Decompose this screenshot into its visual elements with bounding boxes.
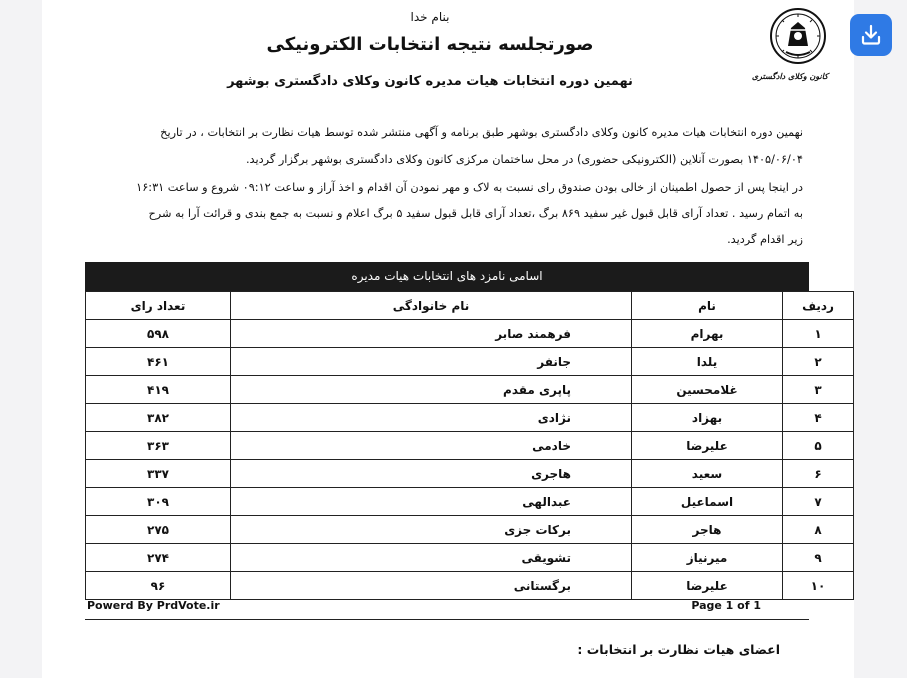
cell-votes: ۵۹۸ bbox=[86, 320, 231, 348]
cell-index: ۲ bbox=[783, 348, 854, 376]
cell-family: تشویقی bbox=[231, 544, 632, 572]
paragraph-line-3: در اینجا پس از حصول اطمینان از خالی بودن صندوق رای نسبت به لاک و مهر نمودن آن اقدام و اخذ آراز و ساعت ۰۹:۱۲ شروع و ساعت ۱۶:۳۱ bbox=[136, 181, 803, 194]
cell-family: پاپری مقدم bbox=[231, 376, 632, 404]
cell-name: اسماعیل bbox=[632, 488, 783, 516]
cell-family: برکات جزی bbox=[231, 516, 632, 544]
table-row bbox=[86, 516, 854, 544]
table-row bbox=[86, 432, 854, 460]
cell-votes: ۳۰۹ bbox=[86, 488, 231, 516]
table-title: اسامی نامزد های انتخابات هیات مدیره bbox=[85, 262, 809, 291]
cell-name: میرنیاز bbox=[632, 544, 783, 572]
cell-index: ۷ bbox=[783, 488, 854, 516]
cell-family: خادمی bbox=[231, 432, 632, 460]
logo-caption: کانون وکلای دادگستری bbox=[751, 72, 828, 81]
scales-seal-icon bbox=[768, 6, 828, 70]
cell-index: ۱۰ bbox=[783, 572, 854, 600]
paragraph-line-2: ۱۴۰۵/۰۶/۰۴ بصورت آنلاین (الکترونیکی حضوری) در محل ساختمان مرکزی کانون وکلای دادگستری بوشهر برگزار گردید. bbox=[245, 153, 803, 166]
cell-index: ۹ bbox=[783, 544, 854, 572]
cell-family: عبدالهی bbox=[231, 488, 632, 516]
cell-name: علیرضا bbox=[632, 432, 783, 460]
cell-name: سعید bbox=[632, 460, 783, 488]
header-name: نام bbox=[632, 292, 783, 320]
page-number: Page 1 of 1 bbox=[691, 599, 761, 612]
paragraph-line-1: نهمین دوره انتخابات هیات مدیره کانون وکلای دادگستری بوشهر طبق برنامه و آگهی منتشر شده توسط هیات نظارت بر انتخابات ، در تاریخ bbox=[160, 126, 803, 139]
cell-votes: ۴۶۱ bbox=[86, 348, 231, 376]
cell-index: ۵ bbox=[783, 432, 854, 460]
candidates-table-container bbox=[85, 262, 834, 600]
cell-votes: ۳۶۳ bbox=[86, 432, 231, 460]
cell-family: جانفر bbox=[231, 348, 632, 376]
cell-votes: ۳۸۲ bbox=[86, 404, 231, 432]
cell-index: ۶ bbox=[783, 460, 854, 488]
cell-family: فرهمند صابر bbox=[231, 320, 632, 348]
cell-name: علیرضا bbox=[632, 572, 783, 600]
powered-by-text: Powerd By PrdVote.ir bbox=[87, 599, 220, 612]
cell-votes: ۲۷۴ bbox=[86, 544, 231, 572]
table-row bbox=[86, 404, 854, 432]
table-row bbox=[86, 320, 854, 348]
cell-votes: ۳۳۷ bbox=[86, 460, 231, 488]
cell-index: ۱ bbox=[783, 320, 854, 348]
cell-index: ۸ bbox=[783, 516, 854, 544]
footer-divider bbox=[85, 619, 809, 620]
bismillah-heading: بنام خدا bbox=[410, 10, 450, 24]
table-row bbox=[86, 348, 854, 376]
table-row bbox=[86, 572, 854, 600]
paragraph-line-4: به اتمام رسید . تعداد آرای قابل قبول غیر سفید ۸۶۹ برگ ،تعداد آرای قابل قبول سفید ۵ برگ اعلام و نسبت به جمع بندی و قرائت آرا به شرح bbox=[148, 207, 803, 220]
cell-index: ۳ bbox=[783, 376, 854, 404]
cell-family: نژادی bbox=[231, 404, 632, 432]
download-icon bbox=[859, 23, 883, 47]
header-family: نام خانوادگی bbox=[231, 292, 632, 320]
cell-votes: ۴۱۹ bbox=[86, 376, 231, 404]
document-subtitle: نهمین دوره انتخابات هیات مدیره کانون وکلای دادگستری بوشهر bbox=[227, 74, 633, 89]
paragraph-line-5: زیر اقدام گردید. bbox=[727, 233, 803, 246]
cell-name: هاجر bbox=[632, 516, 783, 544]
table-header-row bbox=[86, 292, 854, 320]
cell-name: غلامحسین bbox=[632, 376, 783, 404]
table-footer bbox=[85, 599, 809, 613]
download-button[interactable] bbox=[850, 14, 892, 56]
table-row bbox=[86, 488, 854, 516]
cell-votes: ۲۷۵ bbox=[86, 516, 231, 544]
table-row bbox=[86, 376, 854, 404]
cell-family: برگستانی bbox=[231, 572, 632, 600]
table-row bbox=[86, 460, 854, 488]
cell-name: بهزاد bbox=[632, 404, 783, 432]
cell-index: ۴ bbox=[783, 404, 854, 432]
cell-name: یلدا bbox=[632, 348, 783, 376]
header-votes: تعداد رای bbox=[86, 292, 231, 320]
document-title: صورتجلسه نتیجه انتخابات الکترونیکی bbox=[266, 34, 594, 55]
cell-votes: ۹۶ bbox=[86, 572, 231, 600]
cell-name: بهرام bbox=[632, 320, 783, 348]
candidates-table bbox=[85, 291, 854, 600]
bar-association-logo bbox=[751, 6, 828, 94]
cell-family: هاجری bbox=[231, 460, 632, 488]
table-row bbox=[86, 544, 854, 572]
header-index: ردیف bbox=[783, 292, 854, 320]
supervisory-board-label: اعضای هیات نظارت بر انتخابات : bbox=[577, 642, 780, 657]
